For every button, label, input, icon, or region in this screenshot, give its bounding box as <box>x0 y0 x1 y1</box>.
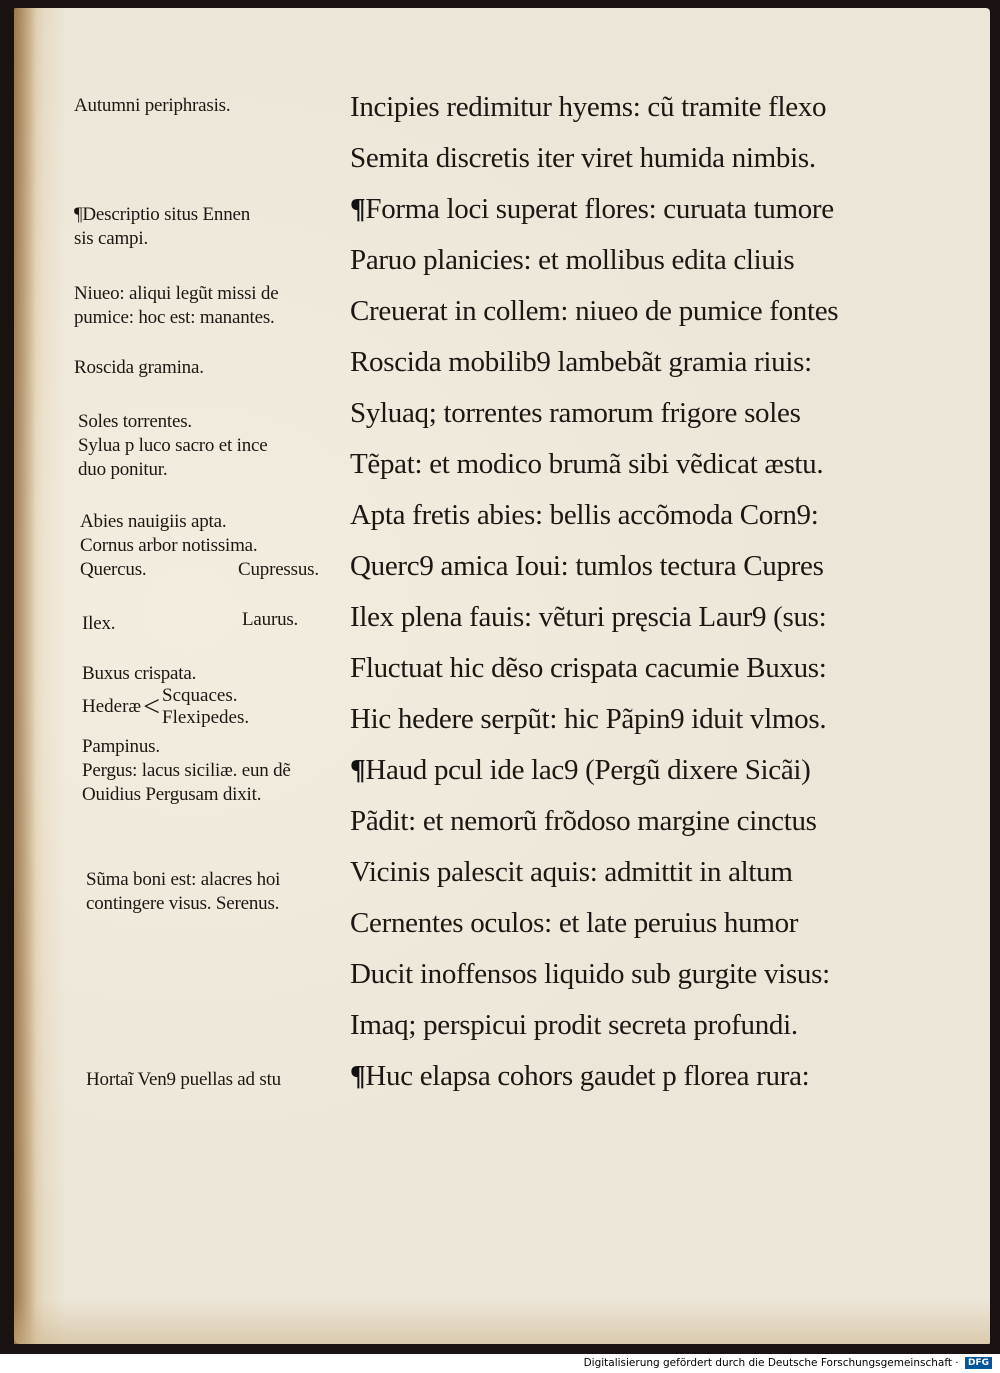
gloss-cupressus <box>238 558 319 582</box>
gloss-line: duo ponitur. <box>78 459 168 480</box>
gloss-line: Buxus crispata. <box>82 663 197 684</box>
verse-line <box>350 949 910 1000</box>
gloss-line: Laurus. <box>242 609 299 630</box>
gloss-ilex <box>82 612 115 636</box>
verse-line <box>350 388 910 439</box>
gloss-suma <box>86 868 280 916</box>
gloss-quercus <box>80 558 146 582</box>
gloss-line: Pampinus. <box>82 736 160 757</box>
gloss-descriptio <box>74 203 250 251</box>
gloss-line: Sũma boni est: alacres hoi <box>86 869 281 890</box>
verse-text: Imaq; perspicui prodit secreta profundi. <box>350 1009 798 1041</box>
verse-text: Tẽpat: et modico brumã sibi vẽdicat æstu. <box>350 448 824 480</box>
verse-text: Pãdit: et nemorũ frõdoso margine cinctus <box>350 805 817 837</box>
gloss-hortat <box>86 1068 281 1092</box>
verse-text: Querc9 amica Ioui: tumlos tectura Cupres <box>350 550 824 582</box>
verse-text: Hic hedere serpũt: hic Pãpin9 iduit vlmos. <box>350 703 827 735</box>
verse-line <box>350 796 910 847</box>
verse-line <box>350 439 910 490</box>
verse-text: Semita discretis iter viret humida nimbis. <box>350 142 816 174</box>
verse-line <box>350 847 910 898</box>
gloss-pampinus-pergus <box>82 735 291 807</box>
verse-text: Creuerat in collem: niueo de pumice fontes <box>350 295 839 327</box>
verse-text: Fluctuat hic dẽso crispata cacumie Buxus: <box>350 652 827 684</box>
verse-text: Ilex plena fauis: vẽturi pręscia Laur9 (sus: <box>350 601 827 633</box>
brace-icon: < <box>143 690 161 723</box>
gloss-line: Autumni periphrasis. <box>74 95 231 116</box>
gloss-line: Pergus: lacus siciliæ. eun dẽ <box>82 760 291 781</box>
verse-line <box>350 898 910 949</box>
verse-line <box>350 133 910 184</box>
verse-line <box>350 745 910 796</box>
gloss-line: contingere visus. Serenus. <box>86 893 280 914</box>
verse-text: Vicinis palescit aquis: admittit in altum <box>350 856 793 888</box>
gloss-line: ¶Descriptio situs Ennen <box>74 204 251 225</box>
pilcrow-icon: ¶ <box>350 193 366 225</box>
verse-text: Roscida mobilib9 lambebãt gramia riuis: <box>350 346 812 378</box>
verse-text: Haud pcul ide lac9 (Pergũ dixere Sicãi) <box>365 754 811 786</box>
gloss-line: Quercus. <box>80 559 147 580</box>
verse-text: Paruo planicies: et mollibus edita cliuis <box>350 244 795 276</box>
gloss-line: Ouidius Pergusam dixit. <box>82 784 262 805</box>
verse-line <box>350 1051 910 1102</box>
verse-text: Cernentes oculos: et late peruius humor <box>350 907 799 939</box>
dfg-logo: DFG <box>965 1357 992 1369</box>
gloss-line: Cornus arbor notissima. <box>80 535 258 556</box>
verse-text: Syluaq; torrentes ramorum frigore soles <box>350 397 801 429</box>
verse-line <box>350 592 910 643</box>
verse-line <box>350 184 910 235</box>
verse-line <box>350 541 910 592</box>
verse-line <box>350 235 910 286</box>
main-text-column <box>350 82 910 1102</box>
gloss-line: Niueo: aliqui legũt missi de <box>74 283 279 304</box>
gloss-line: Scquaces. <box>162 685 238 706</box>
gloss-niueo <box>74 282 278 330</box>
gloss-laurus <box>242 608 298 632</box>
verse-line <box>350 490 910 541</box>
gloss-line: Ilex. <box>82 613 116 634</box>
gloss-line: Hortaĩ Ven9 puellas ad stu <box>86 1069 281 1090</box>
gloss-abies-cornus <box>80 510 257 558</box>
gloss-line: sis campi. <box>74 228 148 249</box>
gloss-line: Roscida gramina. <box>74 357 204 378</box>
gloss-hedera <box>82 685 249 729</box>
footer-text: Digitalisierung gefördert durch die Deutsche Forschungsgemeinschaft <box>583 1357 952 1369</box>
verse-text: Incipies redimitur hyems: cũ tramite flexo <box>350 91 827 123</box>
verse-text: Apta fretis abies: bellis accõmoda Corn9: <box>350 499 819 531</box>
verse-line <box>350 82 910 133</box>
gloss-line: Soles torrentes. <box>78 411 192 432</box>
gloss-soles-sylua <box>78 410 268 482</box>
gloss-hedera-label: Hederæ <box>82 696 142 717</box>
gloss-buxus <box>82 662 196 686</box>
footer-separator: · <box>955 1357 962 1369</box>
gloss-autumni <box>74 94 230 118</box>
verse-text: Huc elapsa cohors gaudet p florea rura: <box>365 1060 810 1092</box>
gloss-line: Abies nauigiis apta. <box>80 511 227 532</box>
gloss-line: Cupressus. <box>238 559 319 580</box>
pilcrow-icon: ¶ <box>350 1060 366 1092</box>
gloss-line: Sylua p luco sacro et ince <box>78 435 268 456</box>
verse-line <box>350 1000 910 1051</box>
verse-line <box>350 694 910 745</box>
pilcrow-icon: ¶ <box>350 754 366 786</box>
digitization-footer <box>0 1354 1000 1373</box>
verse-text: Forma loci superat flores: curuata tumore <box>365 193 834 225</box>
verse-line <box>350 286 910 337</box>
verse-line <box>350 643 910 694</box>
gloss-line: pumice: hoc est: manantes. <box>74 307 275 328</box>
gloss-roscida <box>74 356 204 380</box>
gloss-hedera-options <box>162 685 249 729</box>
gloss-line: Flexipedes. <box>162 707 250 728</box>
verse-line <box>350 337 910 388</box>
verse-text: Ducit inoffensos liquido sub gurgite visus: <box>350 958 830 990</box>
